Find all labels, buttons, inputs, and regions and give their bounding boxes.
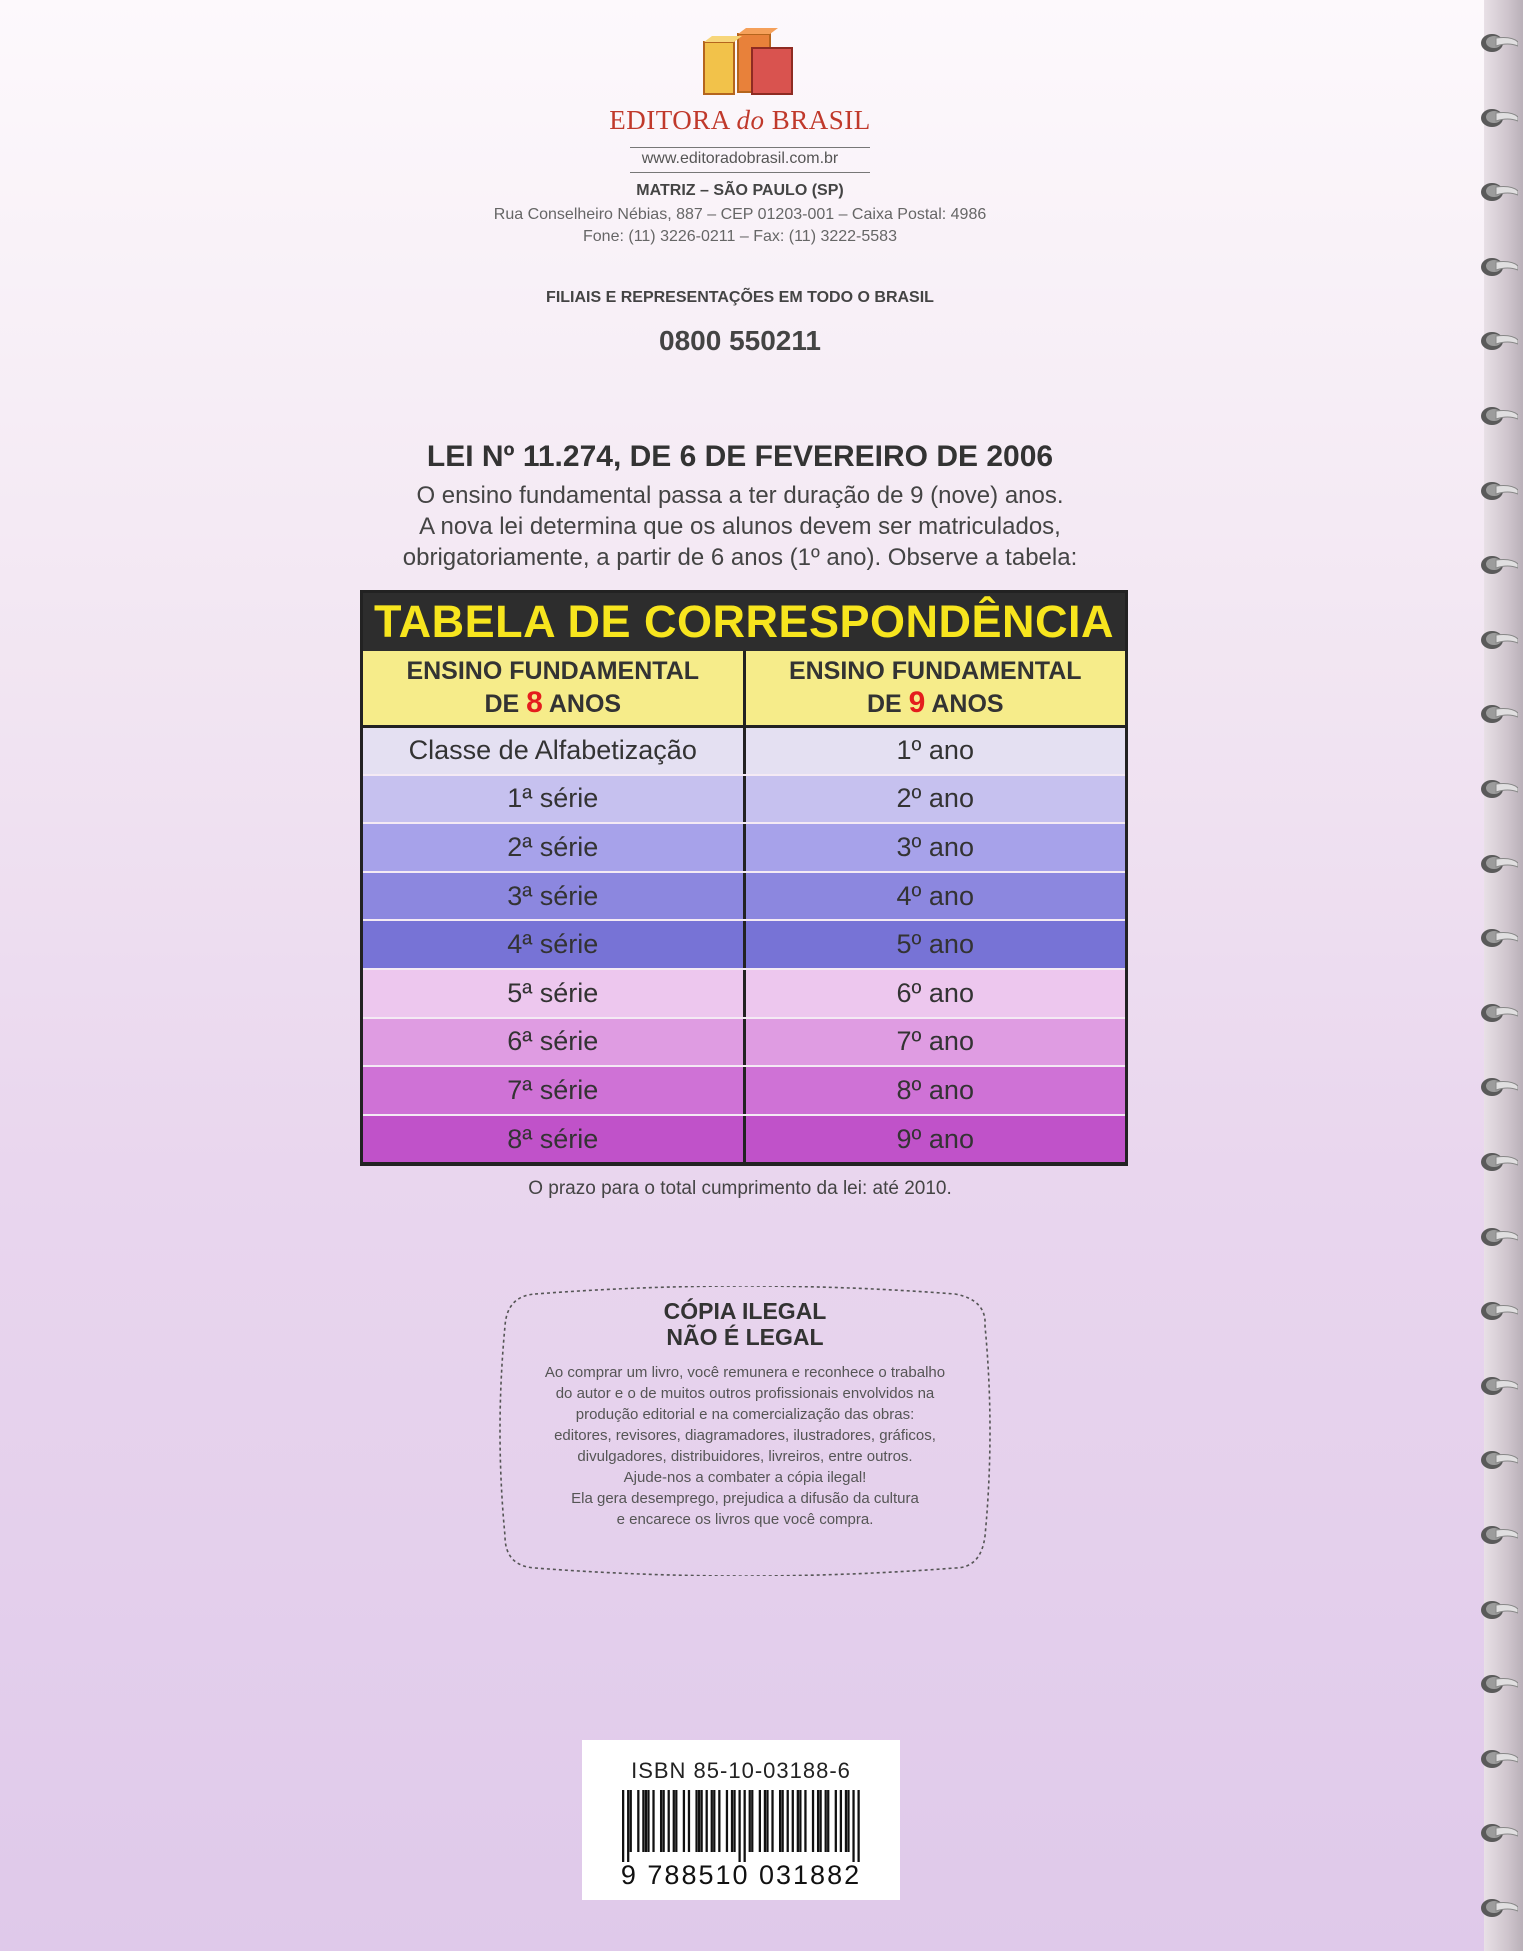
spiral-coil-icon <box>1478 1522 1518 1548</box>
table-row <box>363 1114 1125 1163</box>
barcode-bar <box>695 1790 697 1852</box>
barcode-bar <box>647 1790 649 1852</box>
barcode-bar <box>792 1790 794 1852</box>
divider <box>630 147 870 148</box>
barcode-bar <box>637 1790 639 1852</box>
barcode-bar <box>713 1790 715 1852</box>
table-row <box>363 774 1125 823</box>
column-header-9-years: ENSINO FUNDAMENTAL DE 9 ANOS <box>743 651 1126 725</box>
barcode-bar <box>840 1790 842 1852</box>
barcode <box>622 1790 860 1870</box>
barcode-bar <box>847 1790 849 1852</box>
cell-8-year-grade: 4ª série <box>507 929 599 960</box>
barcode-bar <box>726 1790 728 1852</box>
barcode-bar <box>782 1790 784 1852</box>
publisher-name: EDITORA do BRASIL <box>609 105 871 135</box>
copy-notice-title: CÓPIA ILEGAL NÃO É LEGAL <box>663 1298 827 1350</box>
barcode-bar <box>845 1790 847 1852</box>
spiral-coil-icon <box>1478 179 1518 205</box>
barcode-bar <box>771 1790 773 1852</box>
spiral-coil-icon <box>1478 478 1518 504</box>
spiral-spine <box>1484 0 1523 1951</box>
cell-9-year-grade: 2º ano <box>743 776 1126 823</box>
cell-9-year-grade: 6º ano <box>743 970 1126 1017</box>
table-row <box>363 1017 1125 1066</box>
barcode-bar <box>857 1790 859 1862</box>
cell-8-year-grade: 2ª série <box>507 831 599 862</box>
spiral-coil-icon <box>1478 254 1518 280</box>
spiral-coil-icon <box>1478 1671 1518 1697</box>
spiral-coil-icon <box>1478 627 1518 653</box>
law-line: A nova lei determina que os alunos devem ser matriculados, <box>419 513 1061 540</box>
spiral-coil-icon <box>1478 1746 1518 1772</box>
phone-fax: Fone: (11) 3226-0211 – Fax: (11) 3222-5583 <box>583 228 897 245</box>
spiral-coil-icon <box>1478 1597 1518 1623</box>
barcode-bar <box>733 1790 735 1852</box>
barcode-bar <box>663 1790 665 1852</box>
barcode-bar <box>817 1790 819 1852</box>
spiral-coil-icon <box>1478 925 1518 951</box>
isbn-number: ISBN 85-10-03188-6 <box>631 1758 851 1783</box>
barcode-bar <box>812 1790 814 1852</box>
copy-notice-body: Ao comprar um livro, você remunera e reconhece o trabalho do autor e o de muitos outros profissionais envolvidos na produção editorial e na comercialização das obras: editores, revisores, diagramadores, ilustradores, gráficos, divulgadores, distribuidores, livreiros, entre outros. Ajude-nos a combater a cópia ilegal! Ela gera desemprego, prejudica a difusão da cultura e encarece os livros que você compra. <box>544 1364 946 1528</box>
law-line: obrigatoriamente, a partir de 6 anos (1º ano). Observe a tabela: <box>402 544 1078 571</box>
editora-do-brasil-logo <box>700 28 800 100</box>
cell-8-year-grade: 3ª série <box>507 880 599 911</box>
law-title: LEI Nº 11.274, DE 6 DE FEVEREIRO DE 2006 <box>426 440 1054 473</box>
barcode-bar <box>675 1790 677 1852</box>
spiral-coil-icon <box>1478 701 1518 727</box>
cell-9-year-grade: 5º ano <box>743 921 1126 968</box>
barcode-bar <box>751 1790 753 1852</box>
spiral-coil-icon <box>1478 1820 1518 1846</box>
spiral-coil-icon <box>1478 1373 1518 1399</box>
barcode-bar <box>668 1790 670 1852</box>
cell-9-year-grade: 4º ano <box>743 873 1126 920</box>
cell-9-year-grade: 9º ano <box>743 1116 1126 1163</box>
law-line: O ensino fundamental passa a ter duração de 9 (nove) anos. <box>416 482 1064 509</box>
barcode-bar <box>698 1790 700 1852</box>
branches-text: FILIAIS E REPRESENTAÇÕES EM TODO O BRASIL <box>546 289 934 306</box>
deadline-note: O prazo para o total cumprimento da lei: até 2010. <box>528 1178 952 1199</box>
cell-9-year-grade: 3º ano <box>743 824 1126 871</box>
divider <box>630 172 870 173</box>
spiral-coil-icon <box>1478 1074 1518 1100</box>
spiral-coil-icon <box>1478 328 1518 354</box>
copy-notice <box>495 1286 995 1576</box>
cell-8-year-grade: 6ª série <box>507 1026 599 1057</box>
barcode-bar <box>718 1790 720 1852</box>
barcode-bar <box>622 1790 624 1862</box>
spiral-coil-icon <box>1478 851 1518 877</box>
spiral-coil-icon <box>1478 105 1518 131</box>
address: Rua Conselheiro Nébias, 887 – CEP 01203-001 – Caixa Postal: 4986 <box>493 206 987 223</box>
toll-free-number: 0800 550211 <box>659 325 821 356</box>
barcode-bar <box>642 1790 644 1852</box>
barcode-bar <box>673 1790 675 1852</box>
barcode-bar <box>683 1790 685 1852</box>
cell-8-year-grade: 7ª série <box>507 1074 599 1105</box>
barcode-bar <box>764 1790 766 1852</box>
barcode-bar <box>835 1790 837 1852</box>
barcode-bar <box>706 1790 708 1852</box>
barcode-bar <box>787 1790 789 1852</box>
law-description <box>340 480 1140 573</box>
barcode-bar <box>700 1790 702 1852</box>
spiral-coil-icon <box>1478 552 1518 578</box>
barcode-bar <box>852 1790 854 1862</box>
barcode-bar <box>652 1790 654 1852</box>
barcode-bar <box>627 1790 629 1862</box>
barcode-bar <box>759 1790 761 1852</box>
barcode-bar <box>804 1790 806 1852</box>
barcode-bar <box>825 1790 827 1852</box>
barcode-digits: 9 788510 031882 <box>620 1860 862 1890</box>
barcode-bar <box>749 1790 751 1852</box>
table-header <box>363 651 1125 725</box>
barcode-bar <box>738 1790 740 1862</box>
spiral-coil-icon <box>1478 1447 1518 1473</box>
cell-9-year-grade: 1º ano <box>743 728 1126 774</box>
spiral-coil-icon <box>1478 30 1518 56</box>
cell-8-year-grade: 1ª série <box>507 783 599 814</box>
table-title: TABELA DE CORRESPONDÊNCIA <box>363 593 1125 651</box>
correspondence-table <box>360 590 1128 1166</box>
spiral-coil-icon <box>1478 1000 1518 1026</box>
spiral-coil-icon <box>1478 1224 1518 1250</box>
barcode-bar <box>744 1790 746 1862</box>
barcode-bar <box>688 1790 690 1852</box>
cell-8-year-grade: 8ª série <box>507 1123 599 1154</box>
barcode-bar <box>799 1790 801 1852</box>
spiral-coil-icon <box>1478 1895 1518 1921</box>
spiral-coil-icon <box>1478 1149 1518 1175</box>
isbn-label-box <box>582 1740 900 1900</box>
spiral-coil-icon <box>1478 776 1518 802</box>
table-row <box>363 968 1125 1017</box>
table-row <box>363 919 1125 968</box>
table-row <box>363 1065 1125 1114</box>
publisher-url[interactable]: www.editoradobrasil.com.br <box>641 150 839 167</box>
barcode-bar <box>779 1790 781 1852</box>
barcode-bar <box>827 1790 829 1852</box>
barcode-bar <box>630 1790 632 1852</box>
barcode-bar <box>645 1790 647 1852</box>
column-header-8-years: ENSINO FUNDAMENTAL DE 8 ANOS <box>363 651 743 725</box>
table-row <box>363 822 1125 871</box>
cell-8-year-grade: Classe de Alfabetização <box>408 735 697 766</box>
cell-9-year-grade: 8º ano <box>743 1067 1126 1114</box>
barcode-bar <box>731 1790 733 1852</box>
barcode-bar <box>766 1790 768 1852</box>
cell-8-year-grade: 5ª série <box>507 977 599 1008</box>
barcode-bar <box>797 1790 799 1852</box>
spiral-coil-icon <box>1478 403 1518 429</box>
headquarters: MATRIZ – SÃO PAULO (SP) <box>636 182 844 199</box>
barcode-bar <box>711 1790 713 1852</box>
table-body <box>363 725 1125 1162</box>
spiral-coil-icon <box>1478 1298 1518 1324</box>
barcode-bar <box>660 1790 662 1852</box>
table-row <box>363 725 1125 774</box>
cell-9-year-grade: 7º ano <box>743 1019 1126 1066</box>
table-row <box>363 871 1125 920</box>
barcode-bar <box>819 1790 821 1852</box>
